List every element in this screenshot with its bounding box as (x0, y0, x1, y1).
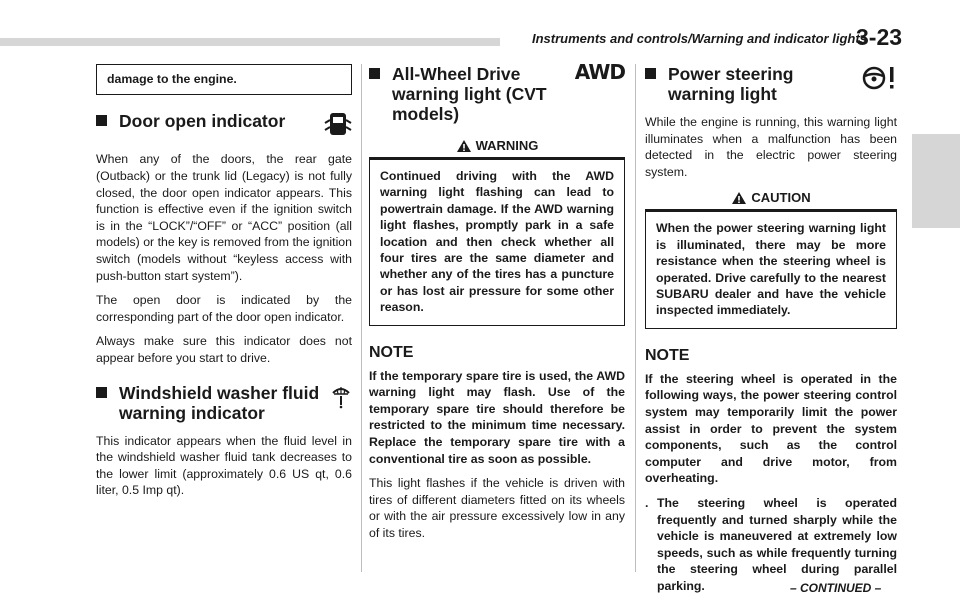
door-open-title: Door open indicator (119, 111, 286, 132)
awd-heading (369, 60, 625, 124)
caution-triangle-icon (731, 191, 747, 205)
caution-box (645, 209, 897, 328)
bullet-marker: . (645, 495, 649, 510)
section-marker (96, 387, 107, 398)
power-steering-title: Power steering warning light (668, 64, 794, 104)
note-title: NOTE (369, 343, 414, 361)
column-1 (96, 64, 352, 507)
page-number: 3-23 (856, 24, 903, 50)
warning-label-text: WARNING (475, 138, 539, 153)
door-open-paragraph-2: The open door is indicated by the corresponding part of the door open indicator. (96, 293, 352, 324)
continued-label: – CONTINUED – (790, 581, 882, 595)
warning-label (369, 138, 625, 153)
warning-triangle-icon (456, 139, 472, 153)
door-open-icon (324, 111, 352, 141)
washer-paragraph: This indicator appears when the fluid level in the windshield washer fluid tank decreases to the lower limit (approximately 0.6 US qt, 0.6 liter, 0.5 Imp qt). (96, 433, 352, 498)
continued-box (96, 64, 352, 95)
washer-title: Windshield washer fluid warning indicator (119, 382, 320, 423)
awd-icon: AWD (574, 60, 625, 84)
power-steering-icon (861, 64, 897, 96)
caution-label (645, 190, 897, 205)
column-divider (361, 64, 362, 572)
column-3 (645, 64, 897, 603)
section-marker (369, 68, 380, 79)
door-open-paragraph-1: When any of the doors, the rear gate (Outback) or the trunk lid (Legacy) is not fully closed, the door open indicator appears. This function is effective even if the ignition switch is in the “LOCK”/“OFF” or “ACC” position (all models) or the key is removed from the ignition switch (models without “keyless access with push-button start system”). (96, 152, 352, 283)
note-title: NOTE (645, 346, 690, 364)
section-title: Instruments and controls/Warning and indicator lights (532, 31, 867, 46)
header-bar (0, 38, 500, 46)
power-note-bullet-text: The steering wheel is operated frequently and turned sharply while the vehicle is maneuvered at extremely low speeds, such as while frequently turning the steering wheel during parallel parking. (657, 495, 897, 593)
section-marker (645, 68, 656, 79)
column-divider (635, 64, 636, 572)
chapter-tab (912, 134, 960, 228)
power-note-paragraph: If the steering wheel is operated in the following ways, the power steering control system may temporarily limit the power assist in order to prevent the system components, such as the control computer and drive motor, from overheating. (645, 371, 897, 486)
door-open-paragraph-3: Always make sure this indicator does not appear before you start to drive. (96, 334, 352, 365)
door-open-heading (96, 111, 352, 141)
warning-box (369, 157, 625, 326)
awd-paragraph: This light flashes if the vehicle is driven with tires of different diameters fitted on its wheels or with the air pressure excessively low in any of its tires. (369, 476, 625, 540)
section-marker (96, 115, 107, 126)
caution-text: When the power steering warning light is illuminated, there may be more resistance when the steering wheel is operated. Drive carefully to the nearest SUBARU dealer and have the vehicle inspected immediately. (656, 221, 886, 318)
caution-label-text: CAUTION (751, 190, 811, 206)
awd-title: All-Wheel Drive warning light (CVT models) (392, 64, 547, 124)
power-steering-paragraph: While the engine is running, this warning light illuminates when a malfunction has been detected in the electric power steering system. (645, 115, 897, 179)
column-2 (369, 60, 625, 550)
continued-box-text: damage to the engine. (107, 72, 237, 86)
power-steering-heading (645, 64, 897, 104)
power-note-bullet-item (645, 495, 897, 595)
washer-heading (96, 383, 352, 423)
washer-fluid-icon (330, 383, 352, 413)
awd-note-paragraph: If the temporary spare tire is used, the AWD warning light may flash. Use of the temporary spare tire should therefore be restricted to the minimum time necessary. Replace the temporary spare tire with a conventional tire as soon as possible. (369, 368, 625, 466)
warning-text: Continued driving with the AWD warning light flashing can lead to powertrain damage. If the AWD warning light flashes, promptly park in a safe location and then check whether all four tires are the same diameter and whether any of the tires has a puncture or has lost air pressure for some other reason. (380, 169, 614, 315)
